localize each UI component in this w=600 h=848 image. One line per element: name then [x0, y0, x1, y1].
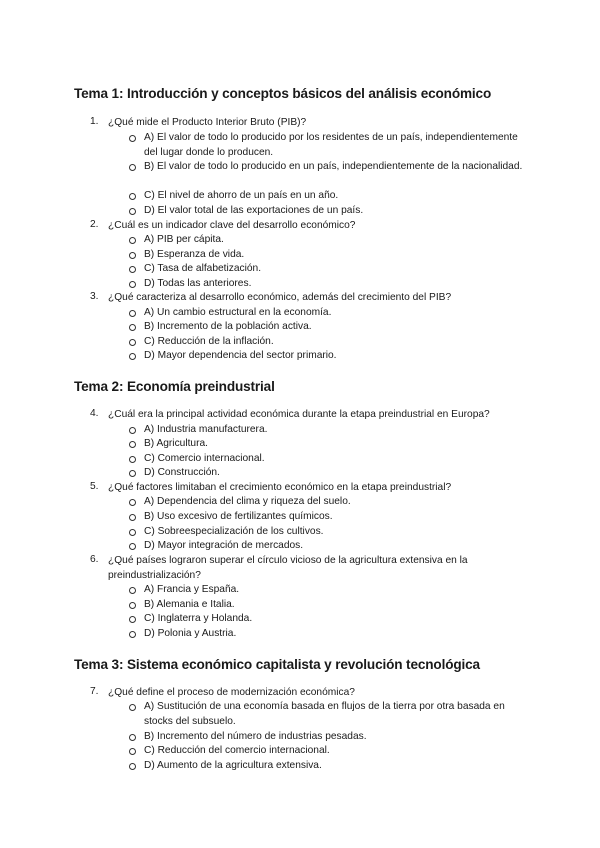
question-number: 5. [90, 481, 99, 492]
hollow-bullet-icon [129, 602, 136, 609]
hollow-bullet-icon [129, 164, 136, 171]
option-text: C) Reducción del comercio internacional. [144, 745, 330, 756]
hollow-bullet-icon [129, 470, 136, 477]
option-text: B) Uso excesivo de fertilizantes químicos. [144, 511, 333, 522]
option-text: D) Mayor dependencia del sector primario. [144, 350, 337, 361]
hollow-bullet-icon [129, 266, 136, 273]
question-number: 2. [90, 219, 99, 230]
hollow-bullet-icon [129, 427, 136, 434]
hollow-bullet-icon [129, 252, 136, 259]
hollow-bullet-icon [129, 441, 136, 448]
option-text: D) El valor total de las exportaciones de un país. [144, 205, 364, 216]
hollow-bullet-icon [129, 763, 136, 770]
option-text: D) Polonia y Austria. [144, 628, 237, 639]
option-text: D) Mayor integración de mercados. [144, 540, 304, 551]
option-text: C) Inglaterra y Holanda. [144, 613, 253, 624]
hollow-bullet-icon [129, 193, 136, 200]
question-text: ¿Qué factores limitaban el crecimiento económico en la etapa preindustrial? [108, 482, 452, 493]
option-text: C) Sobreespecialización de los cultivos. [144, 526, 324, 537]
option-text: C) Comercio internacional. [144, 453, 265, 464]
option-text: A) Un cambio estructural en la economía. [144, 307, 332, 318]
hollow-bullet-icon [129, 208, 136, 215]
hollow-bullet-icon [129, 587, 136, 594]
option-text: C) Reducción de la inflación. [144, 336, 274, 347]
question-number: 3. [90, 291, 99, 302]
option-text: B) Esperanza de vida. [144, 249, 245, 260]
hollow-bullet-icon [129, 734, 136, 741]
section-heading: Tema 3: Sistema económico capitalista y revolución tecnológica [74, 657, 480, 672]
question-number: 7. [90, 686, 99, 697]
option-text: A) PIB per cápita. [144, 234, 224, 245]
option-text: A) El valor de todo lo producido por los residentes de un país, independientemente del lugar donde lo producen. [144, 132, 518, 158]
hollow-bullet-icon [129, 748, 136, 755]
option-text: B) Alemania e Italia. [144, 599, 235, 610]
option-text: D) Construcción. [144, 467, 220, 478]
hollow-bullet-icon [129, 456, 136, 463]
question-number: 1. [90, 116, 99, 127]
option-text: A) Francia y España. [144, 584, 240, 595]
option-text: B) Incremento del número de industrias pesadas. [144, 731, 367, 742]
hollow-bullet-icon [129, 616, 136, 623]
hollow-bullet-icon [129, 631, 136, 638]
section-heading: Tema 1: Introducción y conceptos básicos del análisis económico [74, 86, 492, 101]
hollow-bullet-icon [129, 514, 136, 521]
option-text: B) Incremento de la población activa. [144, 321, 312, 332]
option-text: A) Sustitución de una economía basada en flujos de la tierra por otra basada en stocks del subsuelo. [144, 701, 505, 727]
question-text: ¿Cuál es un indicador clave del desarrollo económico? [108, 220, 356, 231]
question-number: 6. [90, 554, 99, 565]
section-heading: Tema 2: Economía preindustrial [74, 379, 275, 394]
hollow-bullet-icon [129, 543, 136, 550]
question-number: 4. [90, 408, 99, 419]
option-text: D) Todas las anteriores. [144, 278, 252, 289]
hollow-bullet-icon [129, 281, 136, 288]
option-text: C) El nivel de ahorro de un país en un año. [144, 190, 339, 201]
option-text: B) Agricultura. [144, 438, 208, 449]
question-text: ¿Qué caracteriza al desarrollo económico, además del crecimiento del PIB? [108, 292, 452, 303]
hollow-bullet-icon [129, 339, 136, 346]
question-text: ¿Qué países lograron superar el círculo vicioso de la agricultura extensiva en la preindustrialización? [108, 555, 468, 581]
option-text: A) Dependencia del clima y riqueza del suelo. [144, 496, 351, 507]
hollow-bullet-icon [129, 135, 136, 142]
option-text: C) Tasa de alfabetización. [144, 263, 262, 274]
hollow-bullet-icon [129, 353, 136, 360]
hollow-bullet-icon [129, 529, 136, 536]
hollow-bullet-icon [129, 499, 136, 506]
question-text: ¿Cuál era la principal actividad económica durante la etapa preindustrial en Europa? [108, 409, 490, 420]
question-text: ¿Qué mide el Producto Interior Bruto (PIB)? [108, 117, 307, 128]
hollow-bullet-icon [129, 237, 136, 244]
option-text: D) Aumento de la agricultura extensiva. [144, 760, 322, 771]
option-text: B) El valor de todo lo producido en un país, independientemente de la nacionalidad. [144, 161, 523, 172]
hollow-bullet-icon [129, 324, 136, 331]
option-text: A) Industria manufacturera. [144, 424, 268, 435]
question-text: ¿Qué define el proceso de modernización económica? [108, 687, 355, 698]
hollow-bullet-icon [129, 704, 136, 711]
hollow-bullet-icon [129, 310, 136, 317]
